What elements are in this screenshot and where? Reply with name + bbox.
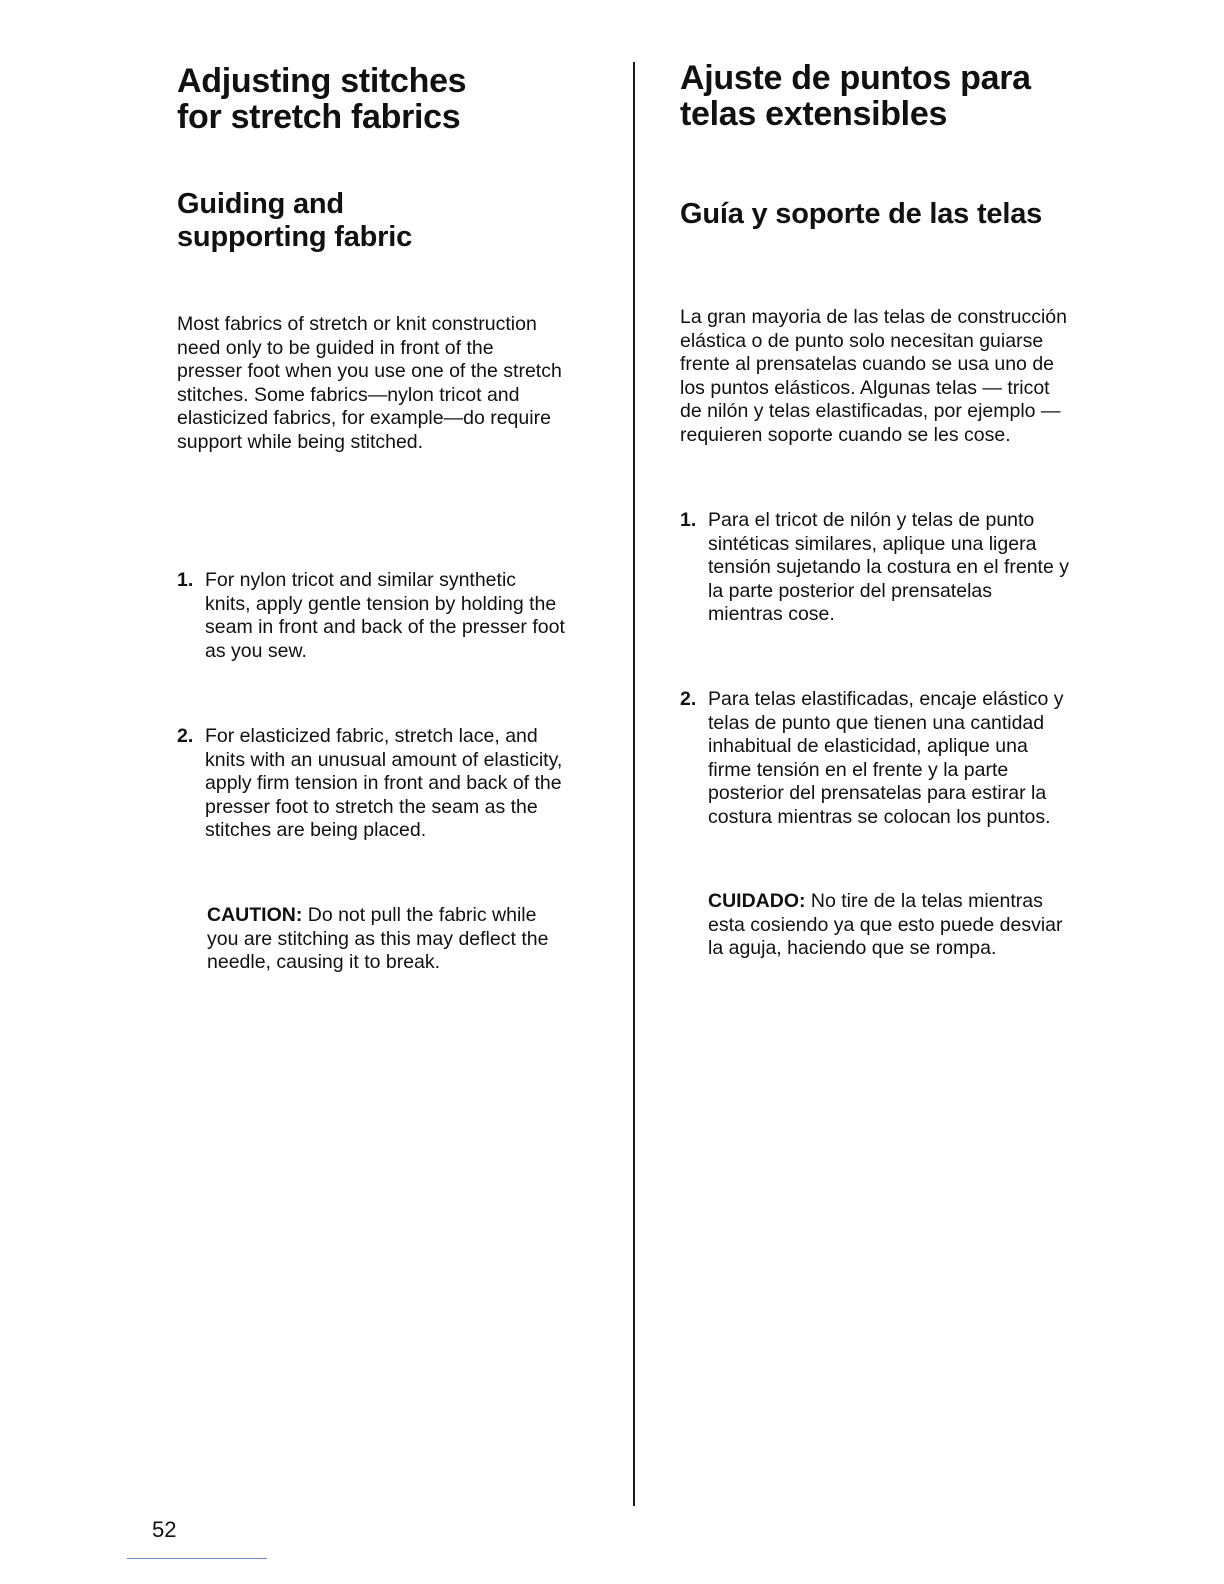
english-title-line: for stretch fabrics xyxy=(177,98,461,136)
english-subtitle-line: Guiding and xyxy=(177,188,344,220)
english-intro-line: presser foot when you use one of the stretch xyxy=(177,360,562,383)
spanish-caution xyxy=(708,890,1063,961)
spanish-step-2-line: inhabitual de elasticidad, aplique una xyxy=(708,735,1028,758)
spanish-step-2-line: costura mientras se colocan los puntos. xyxy=(708,805,1051,828)
spanish-intro-line: requieren soporte cuando se les cose. xyxy=(680,423,1011,446)
spanish-caution-first-text: No tire de la telas mientras xyxy=(805,890,1043,912)
english-title xyxy=(177,63,466,135)
english-step-2-line: apply firm tension in front and back of the xyxy=(205,772,562,795)
spanish-intro-line: de nilón y telas elastificadas, por ejemplo — xyxy=(680,400,1061,423)
page-number: 52 xyxy=(152,1517,177,1542)
spanish-intro-line: los puntos elásticos. Algunas telas — tricot xyxy=(680,376,1050,399)
spanish-caution-first-line xyxy=(708,890,1063,914)
spanish-title xyxy=(680,60,1031,132)
english-step-1-line: seam in front and back of the presser foot xyxy=(205,616,565,639)
english-caution-first-text: Do not pull the fabric while xyxy=(302,904,537,926)
english-step-2-text xyxy=(205,725,562,843)
spanish-title-line: Ajuste de puntos para xyxy=(680,59,1031,97)
english-intro-line: elasticized fabrics, for example—do require xyxy=(177,407,551,430)
english-subtitle-line: supporting fabric xyxy=(177,221,413,253)
spanish-step-2-line: firme tensión en el frente y la parte xyxy=(708,758,1009,781)
english-title-line: Adjusting stitches xyxy=(177,62,467,100)
spanish-step-2-line: telas de punto que tienen una cantidad xyxy=(708,711,1045,734)
english-step-2-number: 2. xyxy=(177,725,194,747)
english-caution xyxy=(207,904,548,975)
english-intro-line: support while being stitched. xyxy=(177,430,424,453)
spanish-intro-line: elástica o de punto solo necesitan guiarse xyxy=(680,329,1044,352)
spanish-caution-label: CUIDADO: xyxy=(708,890,806,912)
spanish-step-1-text xyxy=(708,509,1069,627)
english-step-1-line: as you sew. xyxy=(205,639,307,662)
english-intro-line: Most fabrics of stretch or knit construction xyxy=(177,313,537,335)
spanish-title-line: telas extensibles xyxy=(680,95,948,133)
english-subtitle xyxy=(177,188,412,254)
english-caution-line: you are stitching as this may deflect the xyxy=(207,927,549,950)
spanish-step-2-line: Para telas elastificadas, encaje elástico y xyxy=(708,688,1064,710)
spanish-caution-line: la aguja, haciendo que se rompa. xyxy=(708,937,997,960)
english-step-1-number: 1. xyxy=(177,569,194,591)
spanish-subtitle xyxy=(680,198,1042,231)
english-step-2-line: stitches are being placed. xyxy=(205,819,427,842)
spanish-step-1-line: tensión sujetando la costura en el frente y xyxy=(708,556,1069,579)
spanish-step-1-line: mientras cose. xyxy=(708,603,835,626)
english-caution-line: needle, causing it to break. xyxy=(207,951,441,974)
english-step-1-text xyxy=(205,569,565,663)
english-intro-line: need only to be guided in front of the xyxy=(177,336,494,359)
english-step-1-line: For nylon tricot and similar synthetic xyxy=(205,569,517,591)
english-caution-label: CAUTION: xyxy=(207,904,303,926)
spanish-step-2-text xyxy=(708,688,1064,830)
english-step-2-line: For elasticized fabric, stretch lace, and xyxy=(205,725,538,747)
spanish-step-1-line: Para el tricot de nilón y telas de punto xyxy=(708,509,1035,531)
spanish-intro-line: La gran mayoria de las telas de construcción xyxy=(680,306,1067,328)
spanish-caution-line: esta cosiendo ya que esto puede desviar xyxy=(708,913,1063,936)
spanish-intro-paragraph xyxy=(680,306,1067,448)
spanish-step-1-line: sintéticas similares, aplique una ligera xyxy=(708,532,1037,555)
spanish-step-2-line: posterior del prensatelas para estirar la xyxy=(708,782,1047,805)
english-caution-first-line xyxy=(207,904,548,928)
english-intro-line: stitches. Some fabrics—nylon tricot and xyxy=(177,383,520,406)
spanish-step-1-line: la parte posterior del prensatelas xyxy=(708,579,992,602)
spanish-subtitle-line: Guía y soporte de las telas xyxy=(680,198,1043,230)
english-step-2-line: presser foot to stretch the seam as the xyxy=(205,795,538,818)
column-divider xyxy=(633,62,635,1506)
footer-rule xyxy=(127,1558,267,1559)
english-step-2-line: knits with an unusual amount of elasticity, xyxy=(205,748,563,771)
english-step-1-line: knits, apply gentle tension by holding the xyxy=(205,592,557,615)
spanish-step-2-number: 2. xyxy=(680,688,697,710)
spanish-step-1-number: 1. xyxy=(680,509,697,531)
english-intro-paragraph xyxy=(177,313,562,455)
spanish-intro-line: frente al prensatelas cuando se usa uno de xyxy=(680,353,1055,376)
